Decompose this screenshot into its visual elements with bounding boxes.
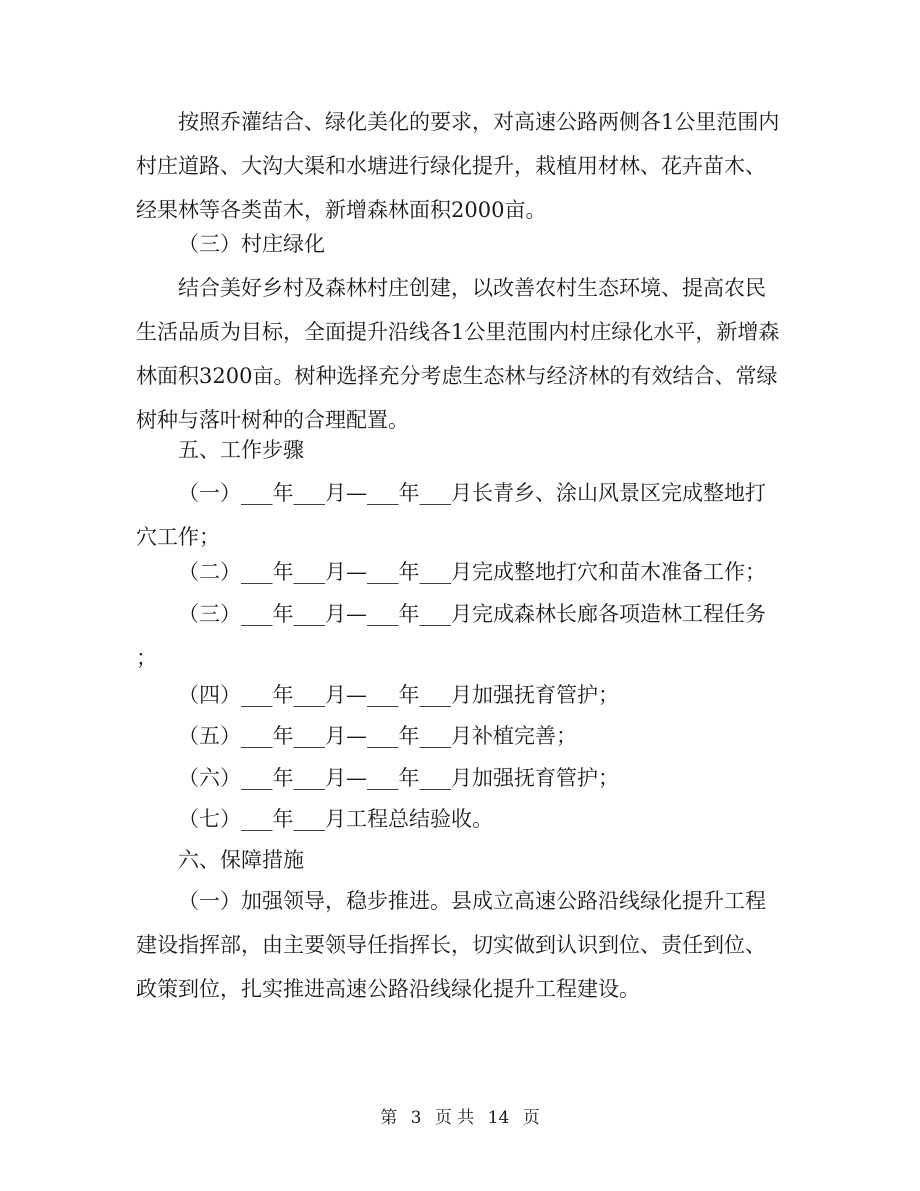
text-line: ；	[136, 646, 157, 670]
text-line: 六、保障措施	[178, 848, 304, 872]
paragraph-leadership	[136, 879, 776, 1011]
footer-suffix: 页	[522, 1108, 540, 1128]
step-item-2	[136, 550, 776, 594]
text-line: 五、工作步骤	[178, 438, 304, 462]
text-line: 生活品质为目标，全面提升沿线各1公里范围内村庄绿化水平，新增森	[136, 320, 780, 344]
text-line: （三）村庄绿化	[178, 232, 325, 256]
step-item-4	[136, 673, 776, 717]
text-line: 穴工作；	[136, 525, 220, 549]
total-pages: 14	[487, 1108, 510, 1128]
text-line: 建设指挥部，由主要领导任指挥长，切实做到认识到位、责任到位、	[136, 933, 766, 957]
step-item-6	[136, 756, 776, 800]
heading-work-steps	[136, 428, 776, 472]
footer-prefix: 第	[380, 1108, 398, 1128]
text-line: （一）___年___月—___年___月长青乡、涂山风景区完成整地打	[178, 481, 766, 505]
step-item-5	[136, 714, 776, 758]
text-line: 经果林等各类苗木，新增森林面积2000亩。	[136, 198, 547, 222]
heading-safeguards	[136, 838, 776, 882]
footer-middle: 页 共	[434, 1108, 475, 1128]
step-item-1	[136, 471, 776, 559]
page-number: 3	[410, 1108, 422, 1128]
text-line: （六）___年___月—___年___月加强抚育管护；	[178, 766, 619, 790]
text-line: （四）___年___月—___年___月加强抚育管护；	[178, 683, 619, 707]
text-line: 树种与落叶树种的合理配置。	[136, 408, 409, 432]
heading-village-greening	[136, 222, 776, 266]
text-line: （一）加强领导，稳步推进。县成立高速公路沿线绿化提升工程	[178, 889, 766, 913]
text-line: 村庄道路、大沟大渠和水塘进行绿化提升，栽植用材林、花卉苗木、	[136, 154, 766, 178]
text-line: （二）___年___月—___年___月完成整地打穴和苗木准备工作；	[178, 560, 766, 584]
paragraph-roadside-greening	[136, 100, 780, 232]
step-item-3	[136, 592, 776, 680]
text-line: （七）___年___月工程总结验收。	[178, 807, 493, 831]
text-line: （五）___年___月—___年___月补植完善；	[178, 724, 577, 748]
text-line: 林面积3200亩。树种选择充分考虑生态林与经济林的有效结合、常绿	[136, 364, 778, 388]
text-line: 按照乔灌结合、绿化美化的要求，对高速公路两侧各1公里范围内	[178, 110, 780, 134]
text-line: 政策到位，扎实推进高速公路沿线绿化提升工程建设。	[136, 977, 640, 1001]
paragraph-village-greening	[136, 266, 780, 442]
page-footer	[0, 1106, 920, 1130]
step-item-7	[136, 797, 776, 841]
text-line: 结合美好乡村及森林村庄创建，以改善农村生态环境、提高农民	[178, 276, 766, 300]
text-line: （三）___年___月—___年___月完成森林长廊各项造林工程任务	[178, 602, 766, 626]
